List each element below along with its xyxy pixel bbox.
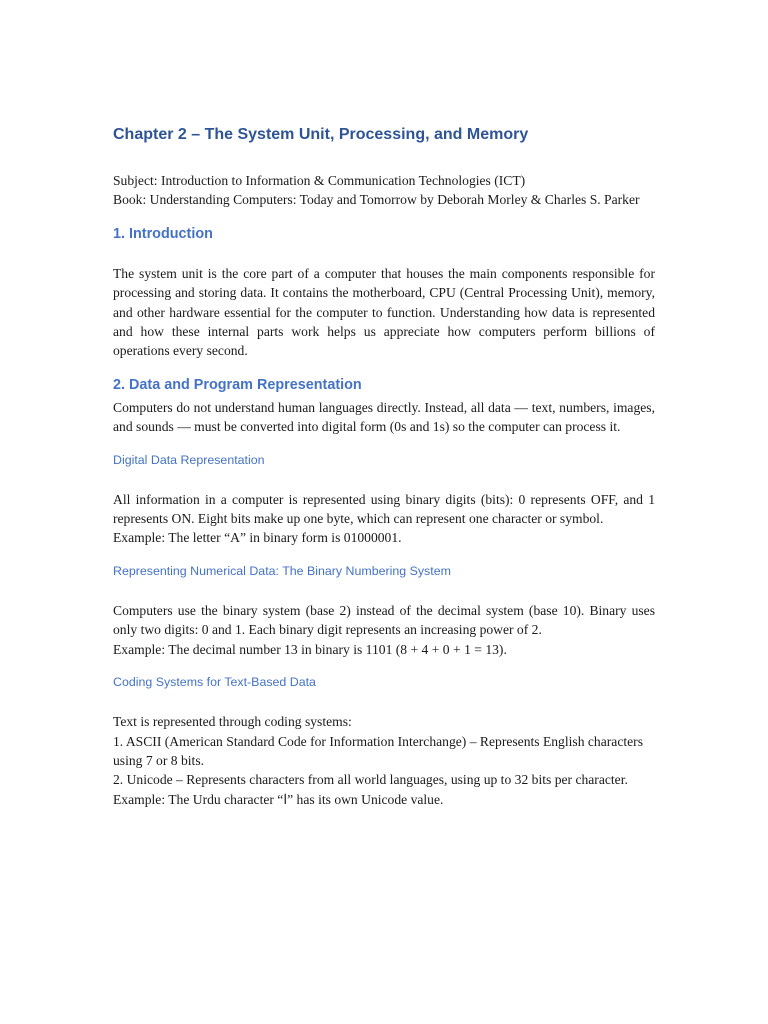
paragraph-data-representation: Computers do not understand human languages directly. Instead, all data — text, numbers, images, and sounds — must be converted into digital form (0s and 1s) so the computer can process it. [113,399,655,435]
subheading-numerical-data: Representing Numerical Data: The Binary Numbering System [113,563,451,578]
digital-data-example: Example: The letter “A” in binary form is 01000001. [113,530,402,546]
section-heading-data-representation: 2. Data and Program Representation [113,376,362,393]
paragraph-numerical-data [113,601,655,659]
chapter-title: Chapter 2 – The System Unit, Processing, and Memory [113,126,529,143]
document-meta [113,171,655,210]
coding-systems-item-unicode: 2. Unicode – Represents characters from all world languages, using up to 32 bits per character. [113,772,628,788]
coding-systems-item-ascii: 1. ASCII (American Standard Code for Information Interchange) – Represents English characters using 7 or 8 bits. [113,733,643,768]
book-line: Book: Understanding Computers: Today and Tomorrow by Deborah Morley & Charles S. Parker [113,192,640,208]
coding-systems-example: Example: The Urdu character “ﺍ” has its own Unicode value. [113,791,444,807]
subject-line: Subject: Introduction to Information & Communication Technologies (ICT) [113,173,526,188]
paragraph-introduction: The system unit is the core part of a computer that houses the main components responsible for processing and storing data. It contains the motherboard, CPU (Central Processing Unit), memory, and other hardware essential for the computer to function. Understanding how data is represented and how these internal parts work helps us appreciate how computers perform billions of operations every second. [113,265,655,359]
paragraph-digital-data [113,490,655,548]
subheading-digital-data: Digital Data Representation [113,452,265,467]
digital-data-body: All information in a computer is represented using binary digits (bits): 0 represents OFF, and 1 represents ON. Eight bits make up one byte, which can represent one character or symbol. [113,491,655,527]
paragraph-coding-systems [113,712,655,809]
subheading-coding-systems: Coding Systems for Text-Based Data [113,675,316,690]
document-page [113,122,655,823]
numerical-data-example: Example: The decimal number 13 in binary is 1101 (8 + 4 + 0 + 1 = 13). [113,641,507,657]
numerical-data-body: Computers use the binary system (base 2) instead of the decimal system (base 10). Binary uses only two digits: 0 and 1. Each binary digit represents an increasing power of 2. [113,602,655,638]
section-heading-introduction: 1. Introduction [113,225,213,242]
coding-systems-intro: Text is represented through coding systems: [113,714,352,730]
